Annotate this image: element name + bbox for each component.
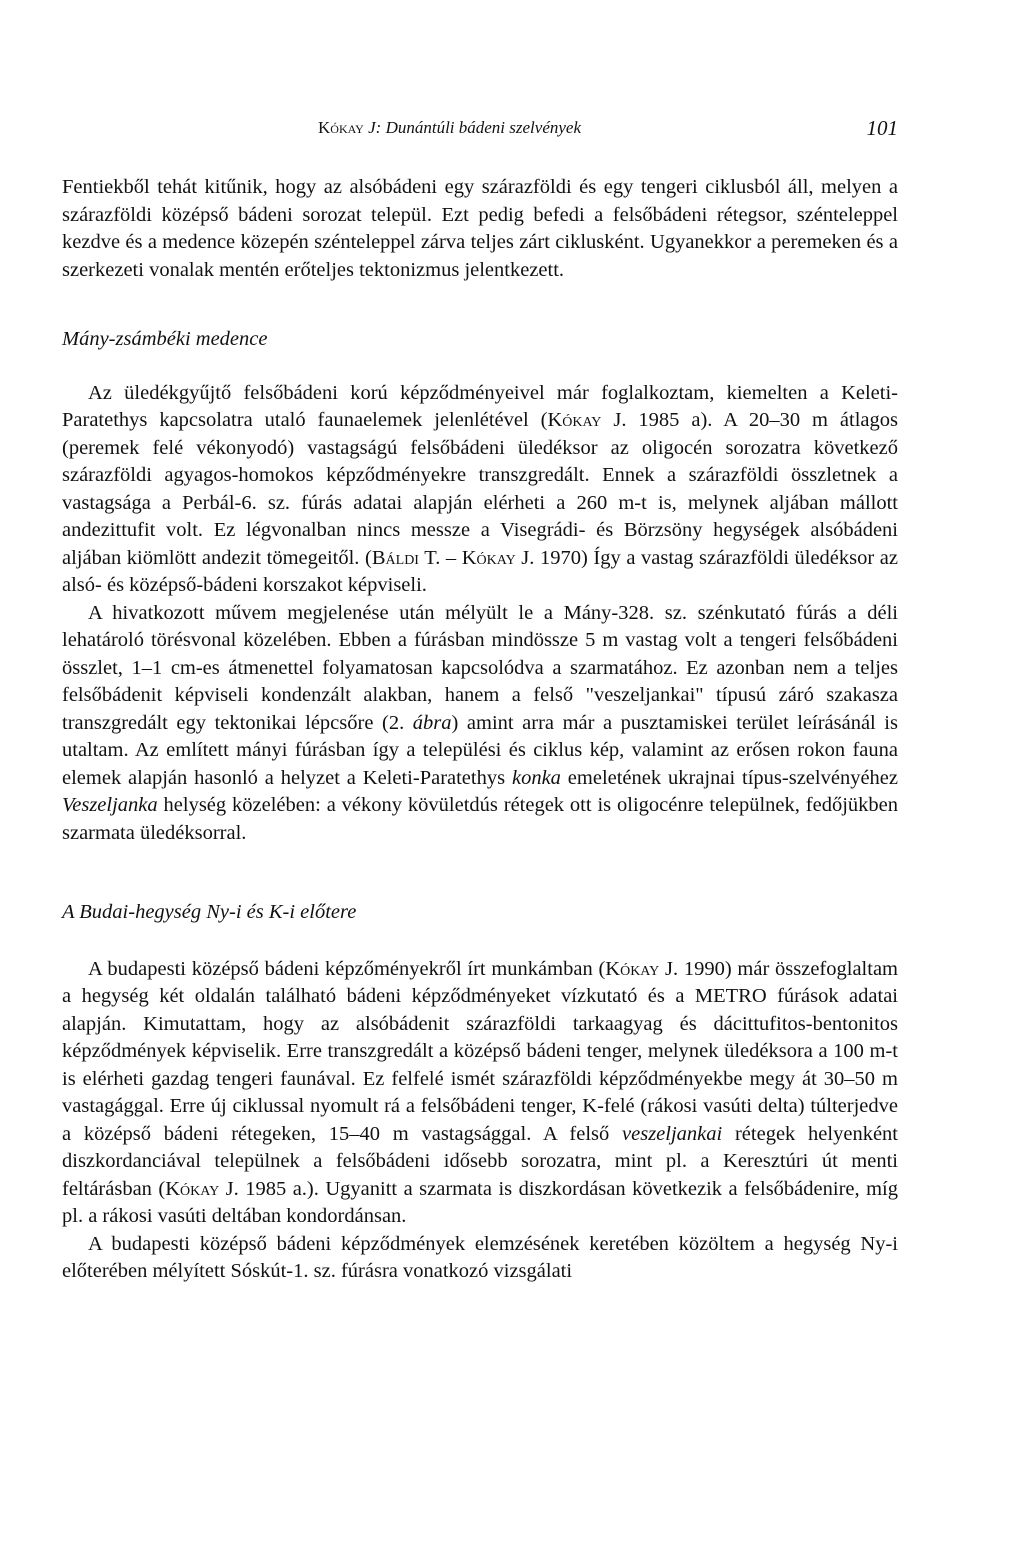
budai-paragraph-1 (62, 956, 898, 1231)
budai-paragraph-2: A budapesti középső bádeni képződmények elemzésének keretében közöltem a hegység Ny-i előterében mélyített Sóskút-1. sz. fúrásra vonatkozó vizsgálati (62, 1232, 898, 1282)
author-name: Kókay (547, 409, 602, 431)
figure-ref: ábra (412, 711, 452, 734)
running-initial: J: (363, 118, 386, 137)
page-number: 101 (866, 116, 898, 140)
author-name: Kókay (461, 546, 516, 569)
text-run: Az üledékgyűjtő felsőbádeni korú képződményeivel már foglalkoztam, kiemelten a Keleti-Paratethys kapcsolatra utaló faunaelemek jelenlétével ( (62, 381, 898, 431)
section-heading-budai: A Budai-hegység Ny-i és K-i előtere (62, 901, 357, 923)
text-run: J. 1990) már összefoglaltam a hegység két oldalán található bádeni képződményeket vízkutató és a METRO fúrások adatai alapján. Kimutattam, hogy az alsóbádenit szárazföldi tarkaagyag és dácittufitos-bentonitos képződmények képviselik. Erre transzgredált a középső bádeni tenger, melynek üledéksora a 100 m-t is elérheti gazdag tengeri faunával. Ez felfelé ismét szárazföldi képződményekbe megy át 30–50 m vastagággal. Erre új ciklussal nyomult rá a felsőbádeni tenger, K-felé (rákosi vasúti delta) túlterjedve a középső bádeni rétegeken, 15–40 m vastagsággal. A felső (62, 957, 898, 1145)
text-run: rétegek helyenként diszkordanciával települnek a felsőbádeni idősebb sorozatra, mint pl. a Keresztúri út menti feltárásban ( (62, 1122, 898, 1200)
intro-paragraph: Fentiekből tehát kitűnik, hogy az alsóbádeni egy szárazföldi és egy tengeri ciklusból áll, melyen a szárazföldi középső bádeni sorozat települ. Ezt pedig befedi a felsőbádeni rétegsor, szénteleppel kezdve és a medence közepén szénteleppel zárva teljes zárt ciklusként. Ugyanekkor a peremeken és a szerkezeti vonalak mentén erőteljes tektonizmus jelentkezett. (62, 176, 898, 281)
author-name: Kókay (165, 1177, 220, 1200)
running-author: Kókay (318, 118, 364, 137)
running-title-text: Dunántúli bádeni szelvények (385, 118, 582, 137)
text-run: ) amint arra már a pusztamiskei terület leírásánál is utaltam. Az említett mányi fúrásban így a települési és ciklus kép, valamint az erősen rokon fauna elemek alapján hasonló a helyzet a Keleti-Paratethys (62, 711, 898, 789)
author-name: Báldi (371, 546, 419, 569)
section-heading-many: Mány-zsámbéki medence (62, 328, 268, 350)
text-run: emeletének ukrajnai típus-szelvényéhez (560, 766, 899, 789)
running-head (62, 118, 898, 148)
italic-term: veszeljankai (622, 1122, 723, 1145)
text-run: helység közelében: a vékony kövületdús rétegek ott is oligocénre települnek, fedőjükben szarmata üledéksorral. (62, 794, 898, 844)
text-run: A budapesti középső bádeni képzőményekről írt munkámban ( (88, 957, 606, 980)
italic-term: konka (511, 766, 561, 789)
many-paragraph-2 (62, 600, 898, 848)
text-run: J. 1985 a). A 20–30 m átlagos (peremek felé vékonyodó) vastagságú felsőbádeni üledéksor az oligocén sorozatra következő szárazföldi agyagos-homokos képződményekre transzgredált. Ennek a szárazföldi összletnek a vastagsága a Perbál-6. sz. fúrás adatai alapján elérheti a 260 m-t is, melynek aljában mállott andezittufit volt. Ez légvonalban nincs messze a Visegrádi- és Börzsöny hegységek alsóbádeni aljában kiömlött andezit tömegeitől. ( (62, 409, 898, 569)
text-run: J. 1985 a.). Ugyanitt a szarmata is diszkordásan következik a felsőbádenire, míg pl. a rákosi vasúti deltában kondordánsan. (62, 1177, 898, 1227)
text-run: J. 1970) Így a vastag szárazföldi üledéksor az alsó- és középső-bádeni korszakot képviseli. (62, 546, 898, 596)
many-paragraph-1 (62, 380, 898, 600)
text-run: T. – (418, 546, 462, 569)
text-run: A hivatkozott művem megjelenése után mélyült le a Mány-328. sz. szénkutató fúrás a déli lehatároló törésvonal közelében. Ebben a fúrásban mindössze 5 m vastag volt a tengeri felsőbádeni összlet, 1–1 cm-es átmenettel folyamatosan kapcsolódva a szarmatához. Ez azonban nem a teljes felsőbádenit képviseli kondenzált alakban, hanem a felső "veszeljankai" típusú záró szakasza transzgredált egy tektonikai lépcsőre (2. (62, 601, 898, 734)
page (62, 118, 898, 1286)
italic-term: Veszeljanka (62, 794, 158, 816)
author-name: Kókay (605, 957, 660, 980)
running-title (318, 118, 581, 138)
